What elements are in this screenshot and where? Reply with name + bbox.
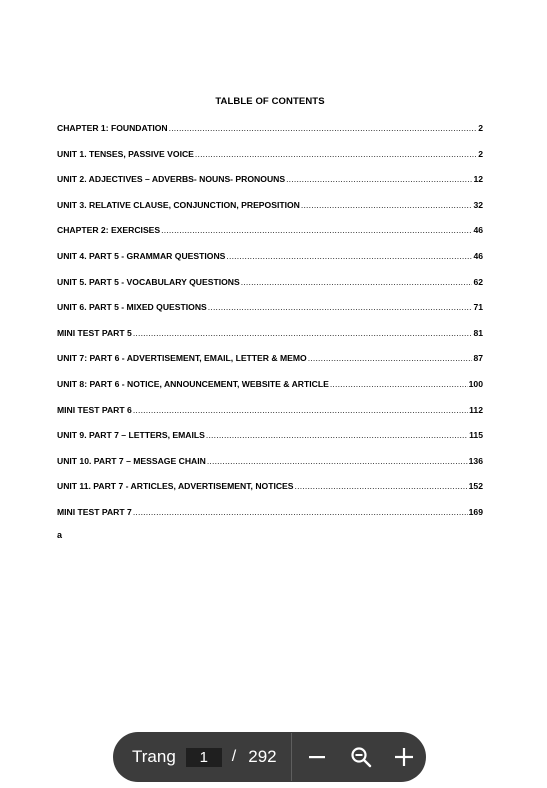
toc-dot-leader xyxy=(161,225,472,235)
toc-entry-page: 136 xyxy=(468,455,483,466)
toc-entry-label: UNIT 7: PART 6 - ADVERTISEMENT, EMAIL, LETTER & MEMO xyxy=(57,353,307,364)
toc-dot-leader xyxy=(133,405,468,415)
toc-entry-label: MINI TEST PART 7 xyxy=(57,506,132,517)
toc-entry-label: UNIT 2. ADJECTIVES – ADVERBS- NOUNS- PRONOUNS xyxy=(57,174,286,185)
toc-dot-leader xyxy=(207,456,468,466)
page-label: Trang xyxy=(132,747,176,766)
toc-entry[interactable] xyxy=(57,379,483,405)
toc-entry[interactable] xyxy=(57,302,483,328)
toc-entry-page: 32 xyxy=(473,199,483,210)
toc-entry-page: 46 xyxy=(473,250,483,261)
toc-entry[interactable] xyxy=(57,456,483,482)
toc-entry-page: 46 xyxy=(473,225,483,236)
toc-entry-page: 62 xyxy=(473,276,483,287)
toc-entry-page: 2 xyxy=(478,148,483,159)
toc-entry-label: UNIT 5. PART 5 - VOCABULARY QUESTIONS xyxy=(57,276,240,287)
toc-dot-leader xyxy=(206,430,468,440)
toc-entry-label: UNIT 3. RELATIVE CLAUSE, CONJUNCTION, PREPOSITION xyxy=(57,199,300,210)
pager-divider xyxy=(291,733,292,781)
toc-entry[interactable] xyxy=(57,353,483,379)
toc-entry-label: UNIT 10. PART 7 – MESSAGE CHAIN xyxy=(57,455,206,466)
toc-entry-page: 81 xyxy=(473,327,483,338)
page-navigation-bar xyxy=(113,732,426,782)
toc-entry-page: 152 xyxy=(468,481,483,492)
toc-entry-page: 112 xyxy=(469,404,483,415)
toc-entry-label: UNIT 8: PART 6 - NOTICE, ANNOUNCEMENT, WEBSITE & ARTICLE xyxy=(57,378,329,389)
toc-entry[interactable] xyxy=(57,251,483,277)
toc-entry[interactable] xyxy=(57,481,483,507)
toc-title: TALBLE OF CONTENTS xyxy=(215,96,325,107)
toc-dot-leader xyxy=(286,174,472,184)
toc-dot-leader xyxy=(226,251,472,261)
toc-dot-leader xyxy=(308,353,473,363)
total-pages: 292 xyxy=(248,747,277,766)
toc-dot-leader xyxy=(208,302,473,312)
toc-entry[interactable] xyxy=(57,149,483,175)
toc-dot-leader xyxy=(330,379,468,389)
toc-entry-page: 169 xyxy=(468,506,483,517)
minus-icon xyxy=(308,748,326,766)
toc-dot-leader xyxy=(241,277,473,287)
toc-entry-page: 2 xyxy=(478,123,483,133)
toc-entry[interactable] xyxy=(57,328,483,354)
stray-text: a xyxy=(57,530,63,540)
toc-dot-leader xyxy=(301,200,473,210)
toc-entry[interactable] xyxy=(57,277,483,303)
toc-entry-label: UNIT 1. TENSES, PASSIVE VOICE xyxy=(57,148,194,159)
toc-entry[interactable] xyxy=(57,123,483,149)
toc-entry[interactable] xyxy=(57,200,483,226)
zoom-in-button[interactable] xyxy=(383,735,426,779)
toc-entry-label: UNIT 6. PART 5 - MIXED QUESTIONS xyxy=(57,302,207,313)
toc-dot-leader xyxy=(195,149,477,159)
plus-icon xyxy=(394,747,414,767)
toc-entry[interactable] xyxy=(57,174,483,200)
zoom-out-button[interactable] xyxy=(296,735,339,779)
toc-entry-label: CHAPTER 2: EXERCISES xyxy=(57,225,161,236)
toc-entry[interactable] xyxy=(57,507,483,533)
toc-entry-label: CHAPTER 1: FOUNDATION xyxy=(57,123,168,133)
toc-entry-label: UNIT 11. PART 7 - ARTICLES, ADVERTISEMENT, NOTICES xyxy=(57,481,294,492)
toc-entry-page: 87 xyxy=(473,353,483,364)
page-number-input[interactable] xyxy=(186,748,222,767)
zoom-out-icon xyxy=(350,746,372,768)
toc-entry-label: MINI TEST PART 6 xyxy=(57,404,132,415)
toc-dot-leader xyxy=(295,481,468,491)
toc-entry[interactable] xyxy=(57,405,483,431)
toc-entry-page: 100 xyxy=(468,378,483,389)
toc-entry-page: 71 xyxy=(473,302,483,313)
toc-entry-page: 115 xyxy=(469,430,483,441)
fit-zoom-button[interactable] xyxy=(339,735,382,779)
toc-dot-leader xyxy=(169,123,478,133)
toc-entry-page: 12 xyxy=(473,174,483,185)
toc-entry-label: UNIT 4. PART 5 - GRAMMAR QUESTIONS xyxy=(57,250,226,261)
toc-entry[interactable] xyxy=(57,430,483,456)
toc-entry-label: MINI TEST PART 5 xyxy=(57,327,132,338)
toc-entry-label: UNIT 9. PART 7 – LETTERS, EMAILS xyxy=(57,430,205,441)
table-of-contents xyxy=(57,123,483,533)
toc-dot-leader xyxy=(133,507,468,517)
toc-dot-leader xyxy=(133,328,473,338)
toc-entry[interactable] xyxy=(57,225,483,251)
page-separator: / xyxy=(231,748,237,765)
